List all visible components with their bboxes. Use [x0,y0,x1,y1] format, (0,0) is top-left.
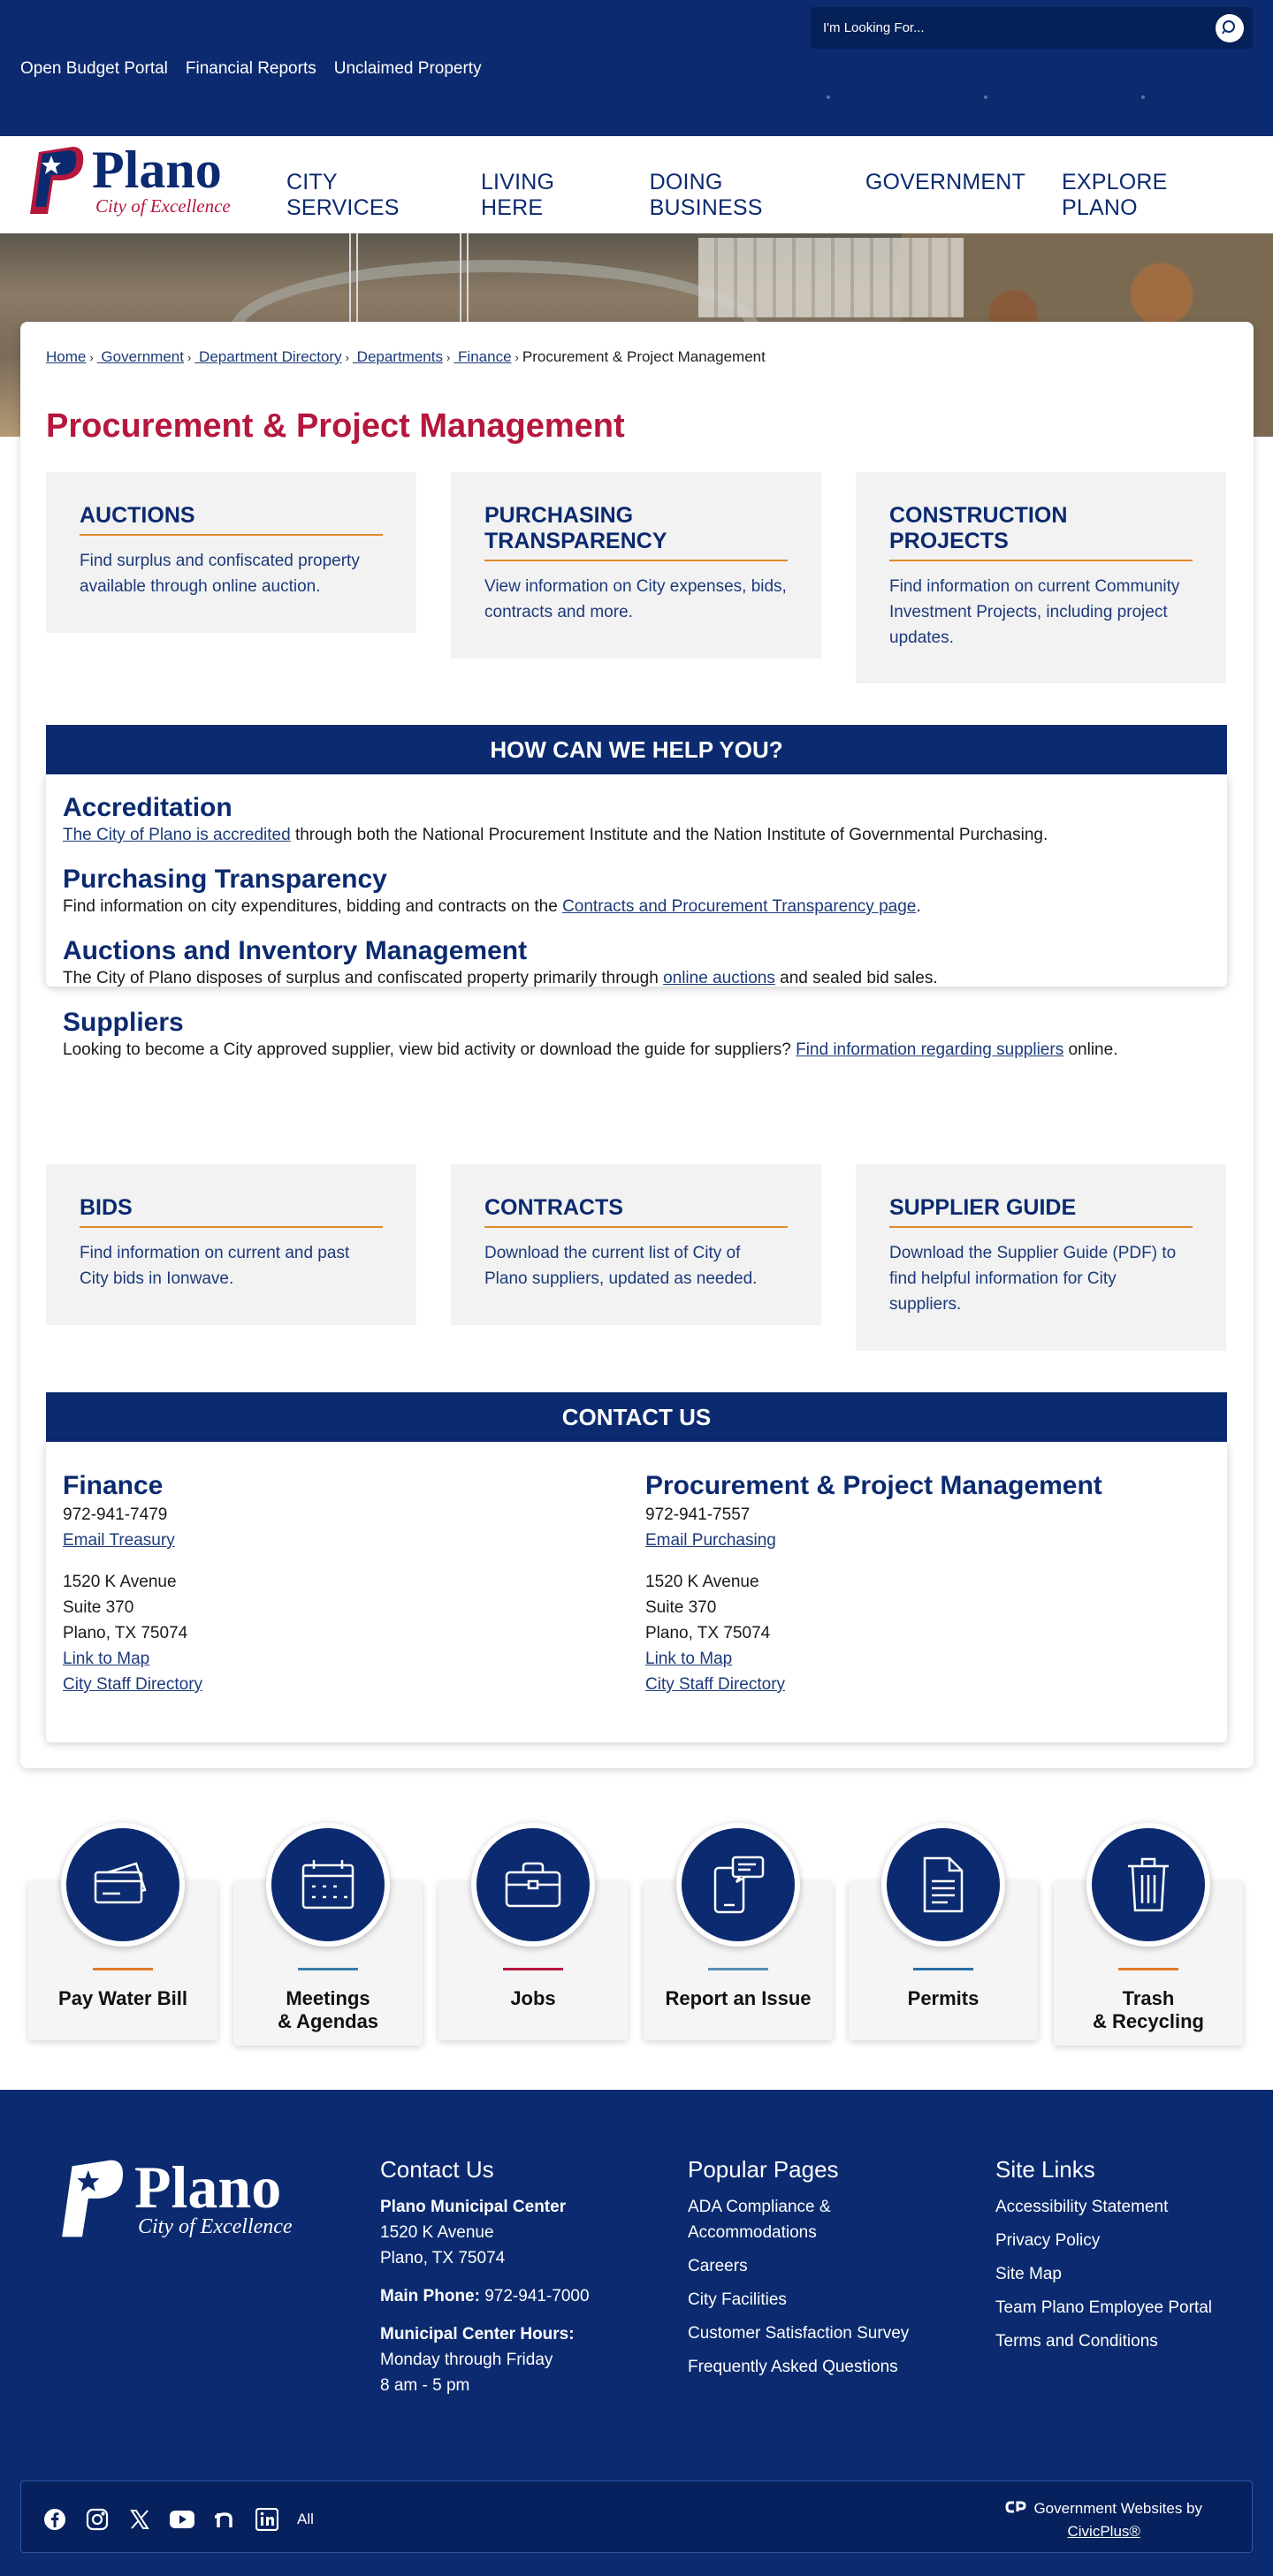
social-all-link[interactable]: All [297,2511,314,2527]
online-auctions-link[interactable]: online auctions [663,969,775,987]
help-item-title: Purchasing Transparency [63,865,387,894]
help-item-title: Auctions and Inventory Management [63,936,528,965]
contact-procurement [645,1470,1176,1697]
nextdoor-icon[interactable] [212,2507,237,2532]
footer-popular-pages [688,2156,918,2388]
tile-title: AUCTIONS [80,503,383,536]
quick-link-accent [93,1968,153,1970]
facebook-icon[interactable] [42,2507,67,2532]
tile-title: SUPPLIER GUIDE [889,1195,1193,1228]
quick-link-label: Permits [907,1987,980,2009]
quick-link-accent [298,1968,358,1970]
x-twitter-icon[interactable] [127,2507,152,2532]
calendar-icon [300,1858,356,1911]
document-icon [921,1856,965,1913]
footer-link-employee-portal[interactable]: Team Plano Employee Portal [995,2298,1213,2317]
contact-panel [46,1442,1227,1742]
help-heading: HOW CAN WE HELP YOU? [46,725,1227,774]
trash-icon [1126,1856,1170,1914]
footer-city: Plano, TX 75074 [380,2249,506,2267]
footer-contact [380,2156,590,2398]
tile-text: Find surplus and confiscated property available through online auction. [80,552,360,596]
top-links [20,59,482,79]
open-budget-portal-link[interactable]: Open Budget Portal [20,59,168,78]
nav-doing-business[interactable]: DOING BUSINESS [649,170,763,220]
civicplus-logo-icon [1005,2498,1026,2520]
help-item-purchasing-transparency [63,864,1210,918]
footer-center-name: Plano Municipal Center [380,2198,567,2216]
tile-text: View information on City expenses, bids, contracts and more. [484,577,787,621]
logo-name: Plano [92,140,222,199]
footer-link-ada[interactable]: ADA Compliance & Accommodations [688,2198,831,2242]
footer-hours-label: Municipal Center Hours: [380,2325,575,2344]
tile-title: PURCHASING TRANSPARENCY [484,503,788,561]
quick-link-label: Jobs [510,1987,556,2009]
credit-card-icon [92,1860,154,1909]
quick-link-permits[interactable] [849,1881,1038,2040]
help-item-title: Accreditation [63,793,232,822]
tile-text: Find information on current and past City bids in Ionwave. [80,1244,350,1288]
quick-links [28,1823,1248,2048]
contact-title: Procurement & Project Management [645,1471,1102,1500]
footer-link-careers[interactable]: Careers [688,2257,748,2275]
bottom-tiles [46,1164,1226,1351]
top-bar [0,0,1273,136]
site-footer [0,2090,1273,2576]
contact-phone: 972-941-7557 [645,1505,751,1524]
page-title: Procurement & Project Management [46,408,625,445]
footer-site-links [995,2156,1252,2362]
help-item-auctions [63,935,1210,989]
help-item-accreditation [63,792,1210,846]
email-treasury-link[interactable]: Email Treasury [63,1531,175,1550]
plano-logo[interactable] [21,140,231,217]
quick-link-label: Trash & Recycling [1093,1987,1204,2032]
quick-link-label: Report an Issue [665,1987,812,2009]
help-panel [46,774,1227,1059]
footer-link-faq[interactable]: Frequently Asked Questions [688,2358,898,2376]
breadcrumb-department-directory[interactable]: Department Directory [194,348,342,365]
footer-link-sitemap[interactable]: Site Map [995,2265,1062,2283]
quick-link-report-issue[interactable] [644,1881,833,2040]
footer-popular-heading: Popular Pages [688,2156,839,2183]
suppliers-info-link[interactable]: Find information regarding suppliers [796,1040,1064,1059]
help-item-suppliers [63,1007,1210,1061]
footer-bottom-bar [20,2481,1253,2553]
footer-street: 1520 K Avenue [380,2223,494,2242]
tile-construction-projects[interactable] [856,472,1226,683]
tile-text: Find information on current Community Investment Projects, including project updates. [889,577,1180,647]
contact-phone: 972-941-7479 [63,1505,168,1524]
accreditation-link[interactable]: The City of Plano is accredited [63,826,291,844]
contact-suite: Suite 370 [63,1598,134,1617]
civicplus-credit [1005,2497,1202,2542]
breadcrumb-departments[interactable]: Departments [352,348,443,365]
help-item-text: Looking to become a City approved supplier, view bid activity or download the guide for suppliers? Find information regarding suppliers online. [63,1040,1118,1059]
search-icon [1221,19,1239,37]
search-button[interactable] [1216,14,1244,42]
help-item-text: The City of Plano disposes of surplus and confiscated property primarily through online auctions and sealed bid sales. [63,969,938,987]
translate-dots [827,95,1145,99]
social-links [42,2507,314,2532]
tile-title: CONSTRUCTION PROJECTS [889,503,1193,561]
contact-city: Plano, TX 75074 [645,1624,771,1642]
contact-street: 1520 K Avenue [63,1573,177,1591]
transparency-page-link[interactable]: Contracts and Procurement Transparency page [562,897,917,916]
map-link[interactable]: Link to Map [63,1650,150,1668]
tile-contracts[interactable] [451,1164,821,1325]
contact-heading: CONTACT US [46,1392,1227,1442]
contact-street: 1520 K Avenue [645,1573,759,1591]
staff-directory-link[interactable]: City Staff Directory [63,1675,203,1694]
footer-logo-tagline: City of Excellence [138,2214,293,2238]
main-nav [286,170,1273,221]
tile-purchasing-transparency[interactable] [451,472,821,659]
help-item-text: The City of Plano is accredited through both the National Procurement Institute and the Nation Institute of Governmental Purchasing. [63,826,1048,844]
breadcrumb-current: Procurement & Project Management [522,348,766,365]
logo-tagline: City of Excellence [95,194,231,217]
breadcrumb: Home › Government › Department Directory › Departments › Finance › Procurement & Project Management [46,348,766,365]
footer-days: Monday through Friday [380,2351,553,2369]
nav-government[interactable]: GOVERNMENT [865,170,1026,194]
footer-main-phone: Main Phone: 972-941-7000 [380,2287,590,2305]
tile-text: Download the Supplier Guide (PDF) to find helpful information for City suppliers. [889,1244,1177,1314]
civicplus-link[interactable]: CivicPlus® [1067,2523,1140,2541]
footer-contact-heading: Contact Us [380,2156,494,2183]
footer-hours: 8 am - 5 pm [380,2376,470,2395]
tile-title: BIDS [80,1195,383,1228]
instagram-icon[interactable] [85,2507,110,2532]
plano-star-logo-icon [21,143,87,217]
search-box [811,7,1253,49]
help-item-text: Find information on city expenditures, bidding and contracts on the Contracts and Procurement Transparency page. [63,897,921,916]
footer-link-privacy[interactable]: Privacy Policy [995,2231,1101,2250]
briefcase-icon [504,1860,562,1909]
tile-supplier-guide[interactable] [856,1164,1226,1351]
civicplus-text: Government Websites by [1033,2500,1202,2517]
breadcrumb-finance[interactable]: Finance [454,348,512,365]
nav-city-services[interactable]: CITY SERVICES [286,170,400,220]
quick-link-label: Pay Water Bill [58,1987,187,2009]
staff-directory-link[interactable]: City Staff Directory [645,1675,786,1694]
youtube-icon[interactable] [170,2507,194,2532]
quick-link-pay-water-bill[interactable] [28,1881,217,2040]
email-purchasing-link[interactable]: Email Purchasing [645,1531,776,1550]
unclaimed-property-link[interactable]: Unclaimed Property [333,59,482,78]
financial-reports-link[interactable]: Financial Reports [185,59,316,78]
map-link[interactable]: Link to Map [645,1650,733,1668]
linkedin-icon[interactable] [255,2507,279,2532]
footer-link-accessibility[interactable]: Accessibility Statement [995,2198,1169,2216]
help-item-title: Suppliers [63,1008,184,1037]
tile-auctions[interactable] [46,472,416,633]
breadcrumb-home[interactable]: Home [46,348,87,365]
contact-suite: Suite 370 [645,1598,717,1617]
tile-title: CONTRACTS [484,1195,788,1228]
search-input[interactable] [811,7,1200,49]
tile-text: Download the current list of City of Plano suppliers, updated as needed. [484,1244,758,1288]
quick-link-accent [708,1968,768,1970]
quick-link-trash-recycling[interactable] [1054,1881,1243,2046]
tile-bids[interactable] [46,1164,416,1325]
plano-star-logo-icon [50,2156,129,2241]
main-header [0,136,1273,233]
main-content [20,322,1254,1768]
quick-link-accent [503,1968,563,1970]
contact-city: Plano, TX 75074 [63,1624,188,1642]
footer-link-survey[interactable]: Customer Satisfaction Survey [688,2324,910,2343]
nav-living-here[interactable]: LIVING HERE [480,170,555,220]
footer-link-facilities[interactable]: City Facilities [688,2290,787,2309]
phone-chat-icon [710,1856,766,1914]
quick-link-jobs[interactable] [438,1881,628,2040]
contact-title: Finance [63,1471,164,1500]
quick-link-accent [1118,1968,1178,1970]
quick-link-meetings-agendas[interactable] [233,1881,423,2046]
nav-explore-plano[interactable]: EXPLORE PLANO [1062,170,1168,220]
footer-link-terms[interactable]: Terms and Conditions [995,2332,1158,2351]
top-tiles [46,472,1226,683]
quick-link-label: Meetings & Agendas [277,1987,379,2032]
footer-site-heading: Site Links [995,2156,1095,2183]
quick-link-accent [913,1968,973,1970]
breadcrumb-government[interactable]: Government [96,348,184,365]
footer-logo-name: Plano [134,2153,282,2221]
footer-logo[interactable] [50,2153,293,2241]
contact-finance [63,1470,593,1697]
